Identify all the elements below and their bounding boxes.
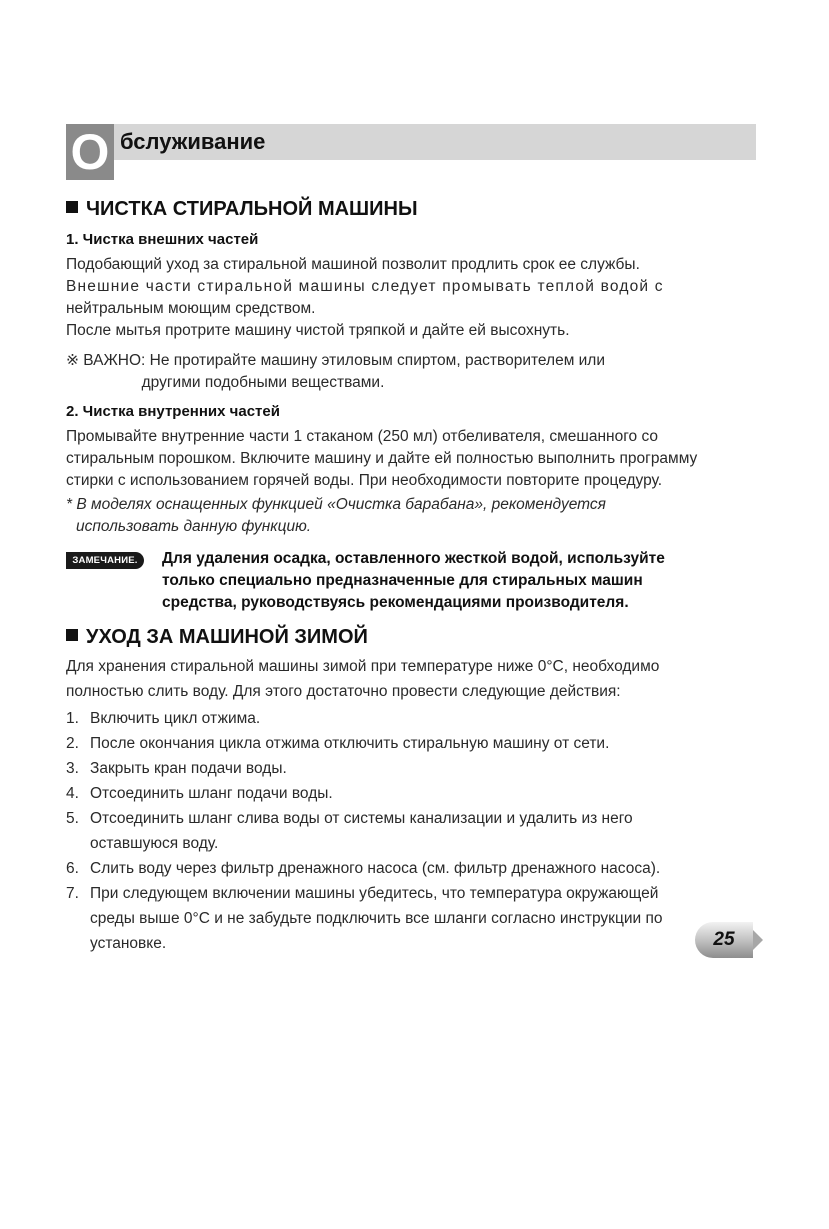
important-note xyxy=(66,350,766,394)
subheading-internal: 2. Чистка внутренних частей xyxy=(66,403,280,420)
page-tab-arrow-icon xyxy=(753,930,763,950)
square-bullet-icon xyxy=(66,201,78,213)
step-line: Включить цикл отжима. xyxy=(90,710,261,727)
step-line: Закрыть кран подачи воды. xyxy=(90,760,287,777)
notice-line-3: средства, руководствуясь рекомендациями производителя. xyxy=(162,594,629,611)
internal-line-2: стиральным порошком. Включите машину и дайте ей полностью выполнить программу xyxy=(66,450,698,467)
notice-line-2: только специально предназначенные для стиральных машин xyxy=(162,572,643,589)
subheading-external: 1. Чистка внешних частей xyxy=(66,231,259,248)
list-item xyxy=(66,756,766,781)
list-item xyxy=(66,881,766,956)
step-line: Отсоединить шланг подачи воды. xyxy=(90,785,333,802)
page-number-tab xyxy=(695,922,761,958)
step-number: 7. xyxy=(66,885,79,902)
header-title: бслуживание xyxy=(120,129,266,154)
internal-line-1: Промывайте внутренние части 1 стаканом (250 мл) отбеливателя, смешанного со xyxy=(66,428,658,445)
list-item xyxy=(66,781,766,806)
winter-intro-2: полностью слить воду. Для этого достаточно провести следующие действия: xyxy=(66,683,621,700)
step-number: 6. xyxy=(66,860,79,877)
step-body xyxy=(90,756,766,781)
section-winter-title: УХОД ЗА МАШИНОЙ ЗИМОЙ xyxy=(86,626,368,648)
step-body xyxy=(90,806,766,856)
drum-clean-note xyxy=(66,494,766,538)
important-text xyxy=(141,350,766,394)
winter-steps-list xyxy=(66,706,766,956)
step-line: Отсоединить шланг слива воды от системы канализации и удалить из него xyxy=(90,810,633,827)
notice-block xyxy=(66,548,766,614)
content xyxy=(66,196,766,956)
drum-note-line-1: * В моделях оснащенных функцией «Очистка барабана», рекомендуется xyxy=(66,496,606,513)
section-cleaning-title: ЧИСТКА СТИРАЛЬНОЙ МАШИНЫ xyxy=(86,198,418,220)
step-line: После окончания цикла отжима отключить стиральную машину от сети. xyxy=(90,735,610,752)
internal-line-3: стирки с использованием горячей воды. При необходимости повторите процедуру. xyxy=(66,472,663,489)
step-line: оставшуюся воду. xyxy=(90,835,219,852)
external-p2a: Внешние части стиральной машины следует промывать теплой водой с xyxy=(66,278,664,295)
notice-line-1: Для удаления осадка, оставленного жесткой водой, используйте xyxy=(162,550,665,567)
list-item xyxy=(66,806,766,856)
step-body xyxy=(90,881,766,956)
step-number: 2. xyxy=(66,735,79,752)
important-line-2: другими подобными веществами. xyxy=(141,374,385,391)
external-p3: После мытья протрите машину чистой тряпкой и дайте ей высохнуть. xyxy=(66,322,570,339)
section-winter-heading xyxy=(66,624,766,650)
page-number: 25 xyxy=(695,922,753,958)
step-number: 3. xyxy=(66,760,79,777)
step-line: установке. xyxy=(90,935,167,952)
step-line: При следующем включении машины убедитесь, что температура окружающей xyxy=(90,885,659,902)
important-label: ※ ВАЖНО: xyxy=(66,352,150,369)
step-body xyxy=(90,856,766,881)
step-number: 5. xyxy=(66,810,79,827)
square-bullet-icon xyxy=(66,629,78,641)
list-item xyxy=(66,856,766,881)
step-line: среды выше 0°С и не забудьте подключить все шланги согласно инструкции по xyxy=(90,910,663,927)
step-body xyxy=(90,781,766,806)
winter-intro-1: Для хранения стиральной машины зимой при температуре ниже 0°С, необходимо xyxy=(66,658,660,675)
header-letter-box: О xyxy=(66,124,114,180)
drum-note-line-2: использовать данную функцию. xyxy=(76,518,312,535)
notice-text xyxy=(162,548,766,614)
list-item xyxy=(66,731,766,756)
important-line-1: Не протирайте машину этиловым спиртом, растворителем или xyxy=(149,352,606,369)
section-cleaning-heading xyxy=(66,196,766,222)
step-body xyxy=(90,731,766,756)
external-p2b: нейтральным моющим средством. xyxy=(66,300,316,317)
step-line: Слить воду через фильтр дренажного насоса (см. фильтр дренажного насоса). xyxy=(90,860,661,877)
step-number: 1. xyxy=(66,710,79,727)
step-number: 4. xyxy=(66,785,79,802)
external-p1: Подобающий уход за стиральной машиной позволит продлить срок ее службы. xyxy=(66,256,640,273)
notice-badge: ЗАМЕЧАНИЕ. xyxy=(66,552,144,569)
step-body xyxy=(90,706,766,731)
list-item xyxy=(66,706,766,731)
